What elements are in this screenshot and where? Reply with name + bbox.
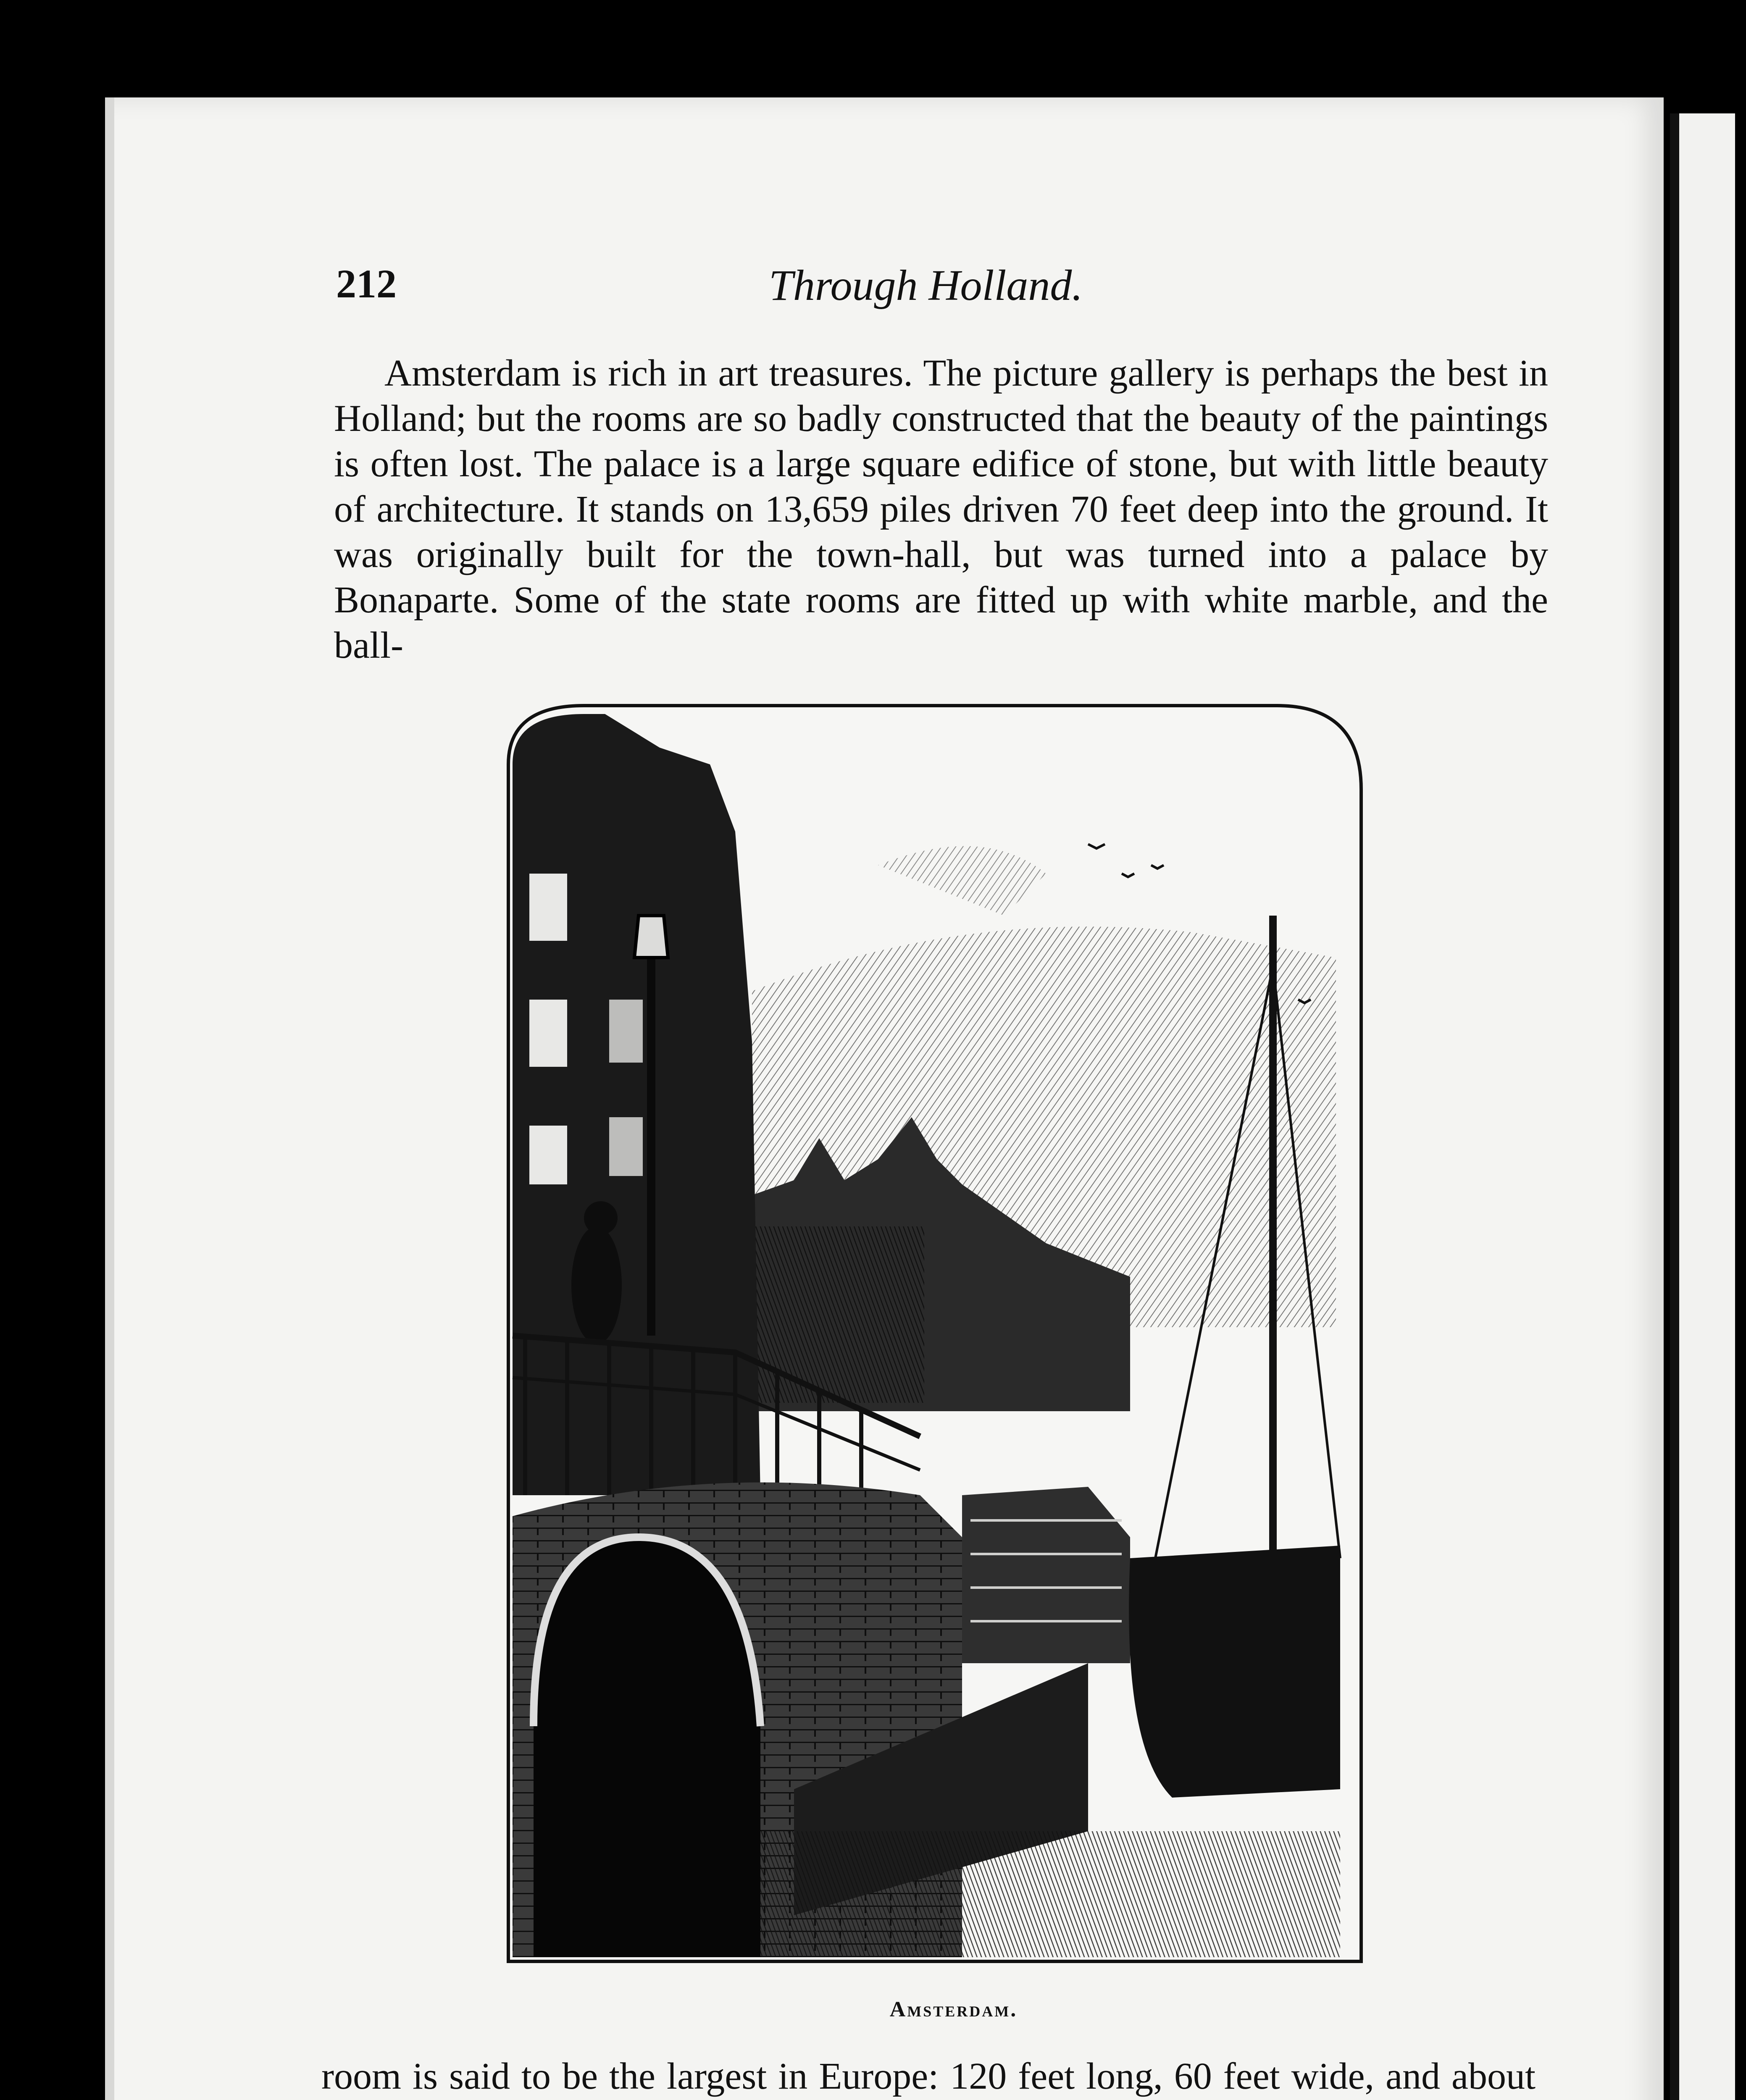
body-text-top bbox=[334, 351, 1548, 668]
page-number: 212 bbox=[336, 261, 397, 306]
engraving-image bbox=[500, 697, 1370, 1970]
paragraph-ballroom-continuation: room is said to be the largest in Europe: 120 feet long, 60 feet wide, and about bbox=[321, 2055, 1536, 2097]
page-left-edge bbox=[105, 97, 114, 2100]
next-page-edge bbox=[1670, 113, 1735, 2100]
amsterdam-engraving bbox=[500, 697, 1370, 1970]
running-title: Through Holland. bbox=[769, 261, 1083, 310]
paragraph-art-treasures: Amsterdam is rich in art treasures. The picture gallery is perhaps the best in Holland; but the rooms are so badly constructed that the beauty of the paintings is often lost. The palace is a large square edifice of stone, but with little beauty of architecture. It stands on 13,659 piles driven 70 feet deep into the ground. It was originally built for the town-hall, but was turned into a palace by Bonaparte. Some of the state rooms are fitted up with white marble, and the ball- bbox=[334, 352, 1548, 666]
body-text-bottom bbox=[321, 2054, 1536, 2100]
illustration-caption: Amsterdam. bbox=[889, 1998, 1018, 2021]
page-header bbox=[336, 260, 1554, 319]
